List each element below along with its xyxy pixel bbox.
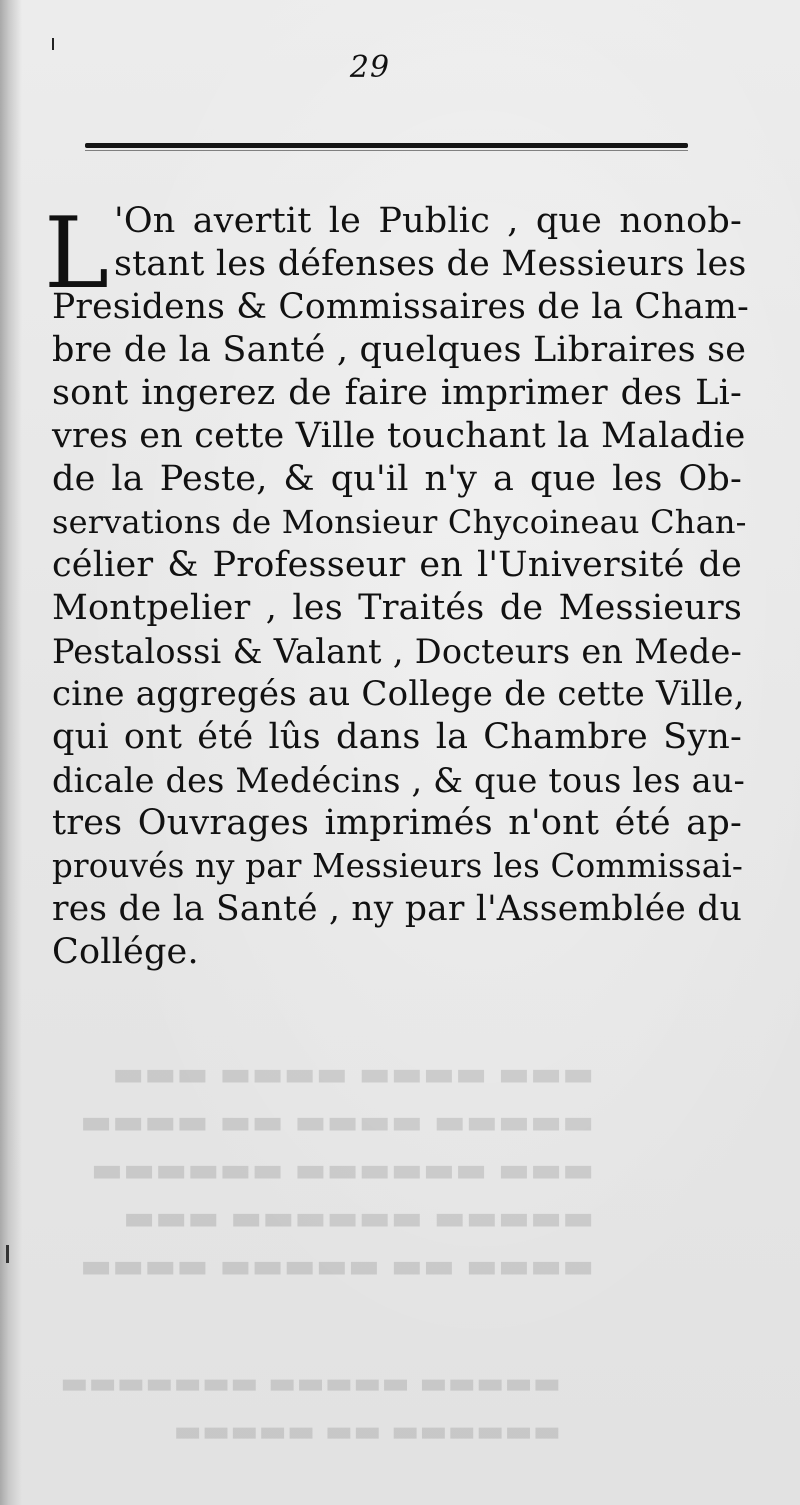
text-line: dicale des Medécins , & que tous les au- <box>52 761 746 800</box>
text-line: servations de Monsieur Chycoineau Chan- <box>52 503 747 541</box>
text-line: Collége. <box>52 932 199 972</box>
text-line: res de la Santé , ny par l'Assemblée du <box>52 889 742 929</box>
text-line: bre de la Santé , quelques Libraires se <box>52 330 747 370</box>
text-line: 'On avertit le Public , que nonob- <box>114 201 742 241</box>
text-line: célier & Professeur en l'Université de <box>52 545 742 585</box>
text-line: sont ingerez de faire imprimer des Li- <box>52 373 742 413</box>
page-number: 29 <box>349 50 391 85</box>
text-line: de la Peste, & qu'il n'y a que les Ob- <box>52 459 742 499</box>
text-line: Pestalossi & Valant , Docteurs en Mede- <box>52 632 742 671</box>
text-line: cine aggregés au College de cette Ville, <box>52 674 745 714</box>
text-line: vres en cette Ville touchant la Maladie <box>52 416 746 456</box>
text-line: Montpelier , les Traités de Messieurs <box>52 588 742 628</box>
header-rule <box>85 143 688 148</box>
bleed-through-shading: ▬▬▬ ▬▬▬▬ ▬▬▬▬ ▬▬▬ ▬▬▬▬▬ ▬▬▬▬ ▬▬ ▬▬▬▬ ▬▬▬ ▬▬▬▬▬▬ ▬▬▬▬▬▬ ▬▬▬▬▬ ▬▬▬▬▬▬ ▬▬▬ ▬▬▬▬ ▬▬ ▬▬▬▬▬ ▬▬▬▬ <box>80 1054 595 1286</box>
page-gutter-shadow <box>0 0 22 1505</box>
margin-mark <box>6 1245 9 1263</box>
text-line: tres Ouvrages imprimés n'ont été ap- <box>52 803 742 843</box>
notice-paragraph <box>52 200 749 974</box>
margin-mark <box>52 38 54 50</box>
bleed-through-shading: ▬▬▬▬▬ ▬▬▬▬▬ ▬▬▬▬▬▬▬ ▬▬▬▬▬▬ ▬▬ ▬▬▬▬▬ <box>60 1366 561 1449</box>
text-line: Presidens & Commissaires de la Cham- <box>52 287 749 327</box>
text-line: qui ont été lûs dans la Chambre Syn- <box>52 717 742 757</box>
drop-cap: L <box>44 197 110 311</box>
text-line: stant les défenses de Messieurs les <box>114 244 747 284</box>
text-line: prouvés ny par Messieurs les Commissai- <box>52 847 744 885</box>
